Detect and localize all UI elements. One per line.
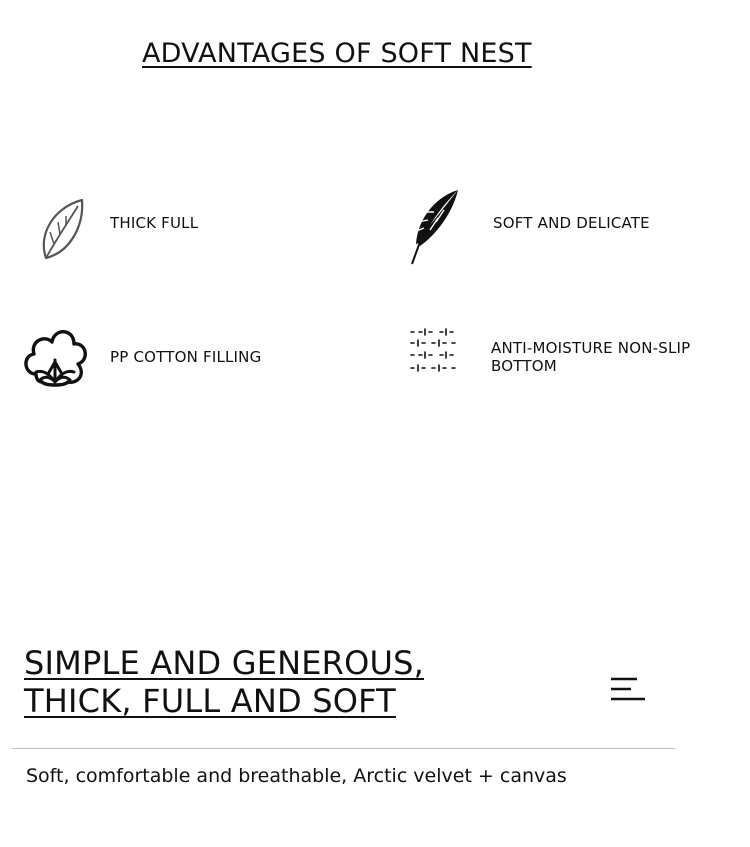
feature-label-pp-cotton: PP COTTON FILLING <box>110 348 262 366</box>
feature-label-line: BOTTOM <box>491 357 557 375</box>
feather-icon <box>408 188 462 266</box>
feature-label-anti-moisture <box>491 339 690 375</box>
headline <box>24 644 424 720</box>
description: Soft, comfortable and breathable, Arctic velvet + canvas <box>26 765 567 787</box>
headline-line-2: THICK, FULL AND SOFT <box>24 682 396 720</box>
leaf-icon <box>40 196 86 262</box>
cotton-icon <box>22 324 88 388</box>
feature-label-soft-delicate: SOFT AND DELICATE <box>493 214 650 232</box>
menu-icon <box>611 677 645 701</box>
headline-line-1: SIMPLE AND GENEROUS, <box>24 644 425 682</box>
page-title: ADVANTAGES OF SOFT NEST <box>142 38 532 69</box>
divider <box>12 748 675 749</box>
dotted-grid-icon <box>410 328 456 374</box>
feature-label-line: ANTI-MOISTURE NON-SLIP <box>491 339 691 357</box>
feature-label-thick-full: THICK FULL <box>110 214 199 232</box>
